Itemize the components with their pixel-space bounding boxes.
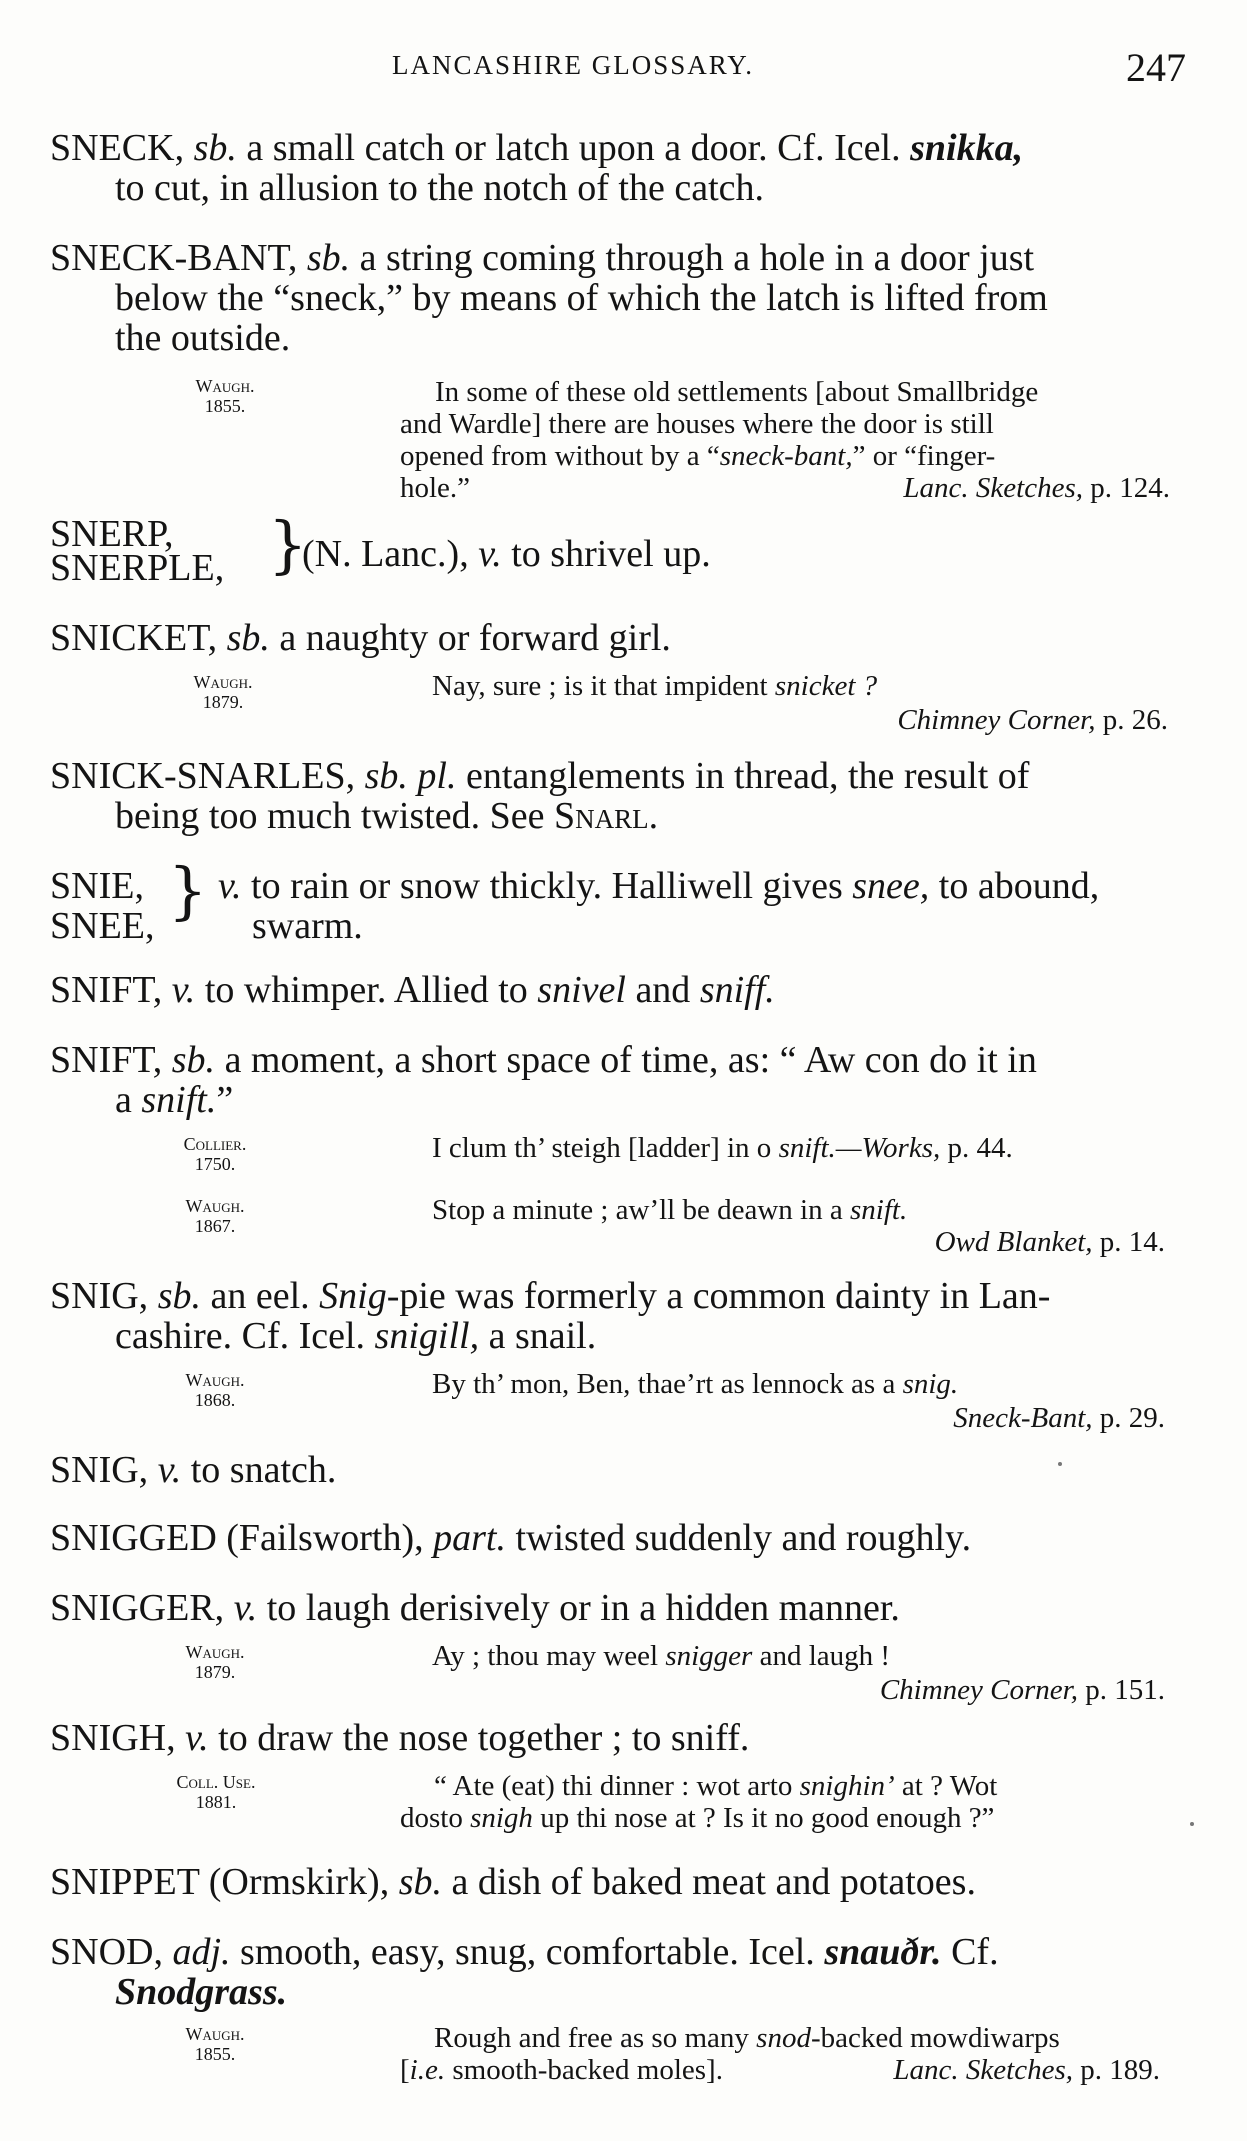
part-of-speech: sb.	[157, 1275, 201, 1317]
definition: smooth, easy, snug, comfortable. Icel.	[230, 1931, 825, 1973]
cross-reference: Snarl.	[554, 795, 659, 837]
entry-sneck-bant	[50, 238, 1200, 358]
definition-text: a snail.	[479, 1315, 597, 1357]
part-of-speech: v.	[171, 969, 196, 1011]
quotation-line	[400, 1770, 1200, 1802]
definition-continued: swarm.	[252, 905, 363, 947]
definition-text: cashire. Cf. Icel.	[115, 1315, 375, 1357]
quotation-line	[400, 2054, 1200, 2086]
source-year: 1855.	[204, 396, 246, 416]
source-author: Waugh.	[185, 1642, 245, 1662]
quotation-line: In some of these old settlements [about Smallbridge	[435, 376, 1039, 408]
source-year: 1879.	[194, 1662, 236, 1682]
quotation	[432, 670, 1132, 702]
example-word: Snig	[319, 1275, 387, 1317]
quotation-line	[400, 2022, 1200, 2054]
headword: SNOD,	[50, 1931, 163, 1973]
source-author: Collier.	[183, 1134, 247, 1154]
entry-snigged	[50, 1518, 1200, 1558]
headword: SNEE,	[50, 905, 155, 947]
quotation-text: Ay ; thou may weel	[432, 1640, 666, 1672]
region: (N. Lanc.),	[302, 533, 479, 575]
page-number: 247	[1126, 45, 1186, 90]
quote-source	[160, 2024, 270, 2064]
quotation-text: and laugh !	[752, 1640, 891, 1672]
quote-source	[160, 1370, 270, 1410]
source-year: 1868.	[194, 1390, 236, 1410]
quotation-keyword: snigger	[665, 1640, 753, 1672]
citation-page: p. 14.	[1092, 1226, 1165, 1258]
quotation-text: Rough and free as so many	[434, 2022, 757, 2054]
quote-source	[170, 376, 280, 416]
etymology-word: snikka,	[910, 127, 1024, 169]
citation-page: p. 189.	[1073, 2054, 1160, 2086]
quotation-text: hole.”	[400, 472, 471, 504]
headword: SNECK,	[50, 127, 185, 169]
definition: and	[625, 969, 700, 1011]
part-of-speech: v.	[157, 1449, 182, 1491]
part-of-speech: sb.	[398, 1861, 442, 1903]
citation-page: p. 29.	[1092, 1402, 1165, 1434]
part-of-speech: sb.	[226, 617, 270, 659]
quotation-text: -backed mowdiwarps	[810, 2022, 1060, 2054]
quote-source	[152, 1772, 280, 1812]
source-author: Waugh.	[193, 672, 253, 692]
quotation	[432, 1132, 1212, 1164]
entry-sneck	[50, 128, 1200, 208]
source-author: Waugh.	[185, 1196, 245, 1216]
part-of-speech: v.	[218, 865, 242, 907]
entry-snift-verb	[50, 970, 1200, 1010]
source-year: 1855.	[194, 2044, 236, 2064]
quotation	[400, 376, 1200, 504]
entry-snippet	[50, 1862, 1200, 1902]
definition-continued: below the “sneck,” by means of which the latch is lifted from	[115, 277, 1048, 319]
quote-source	[160, 1134, 270, 1174]
definition-continued: the outside.	[115, 317, 291, 359]
quotation-keyword: snod	[756, 2022, 811, 2054]
quotation-text: By th’ mon, Ben, thae’rt as lennock as a	[432, 1368, 903, 1400]
quotation-text: [	[400, 2054, 410, 2086]
source-year: 1881.	[195, 1792, 237, 1812]
source-year: 1867.	[194, 1216, 236, 1236]
headword: SNIG,	[50, 1449, 149, 1491]
quote-source	[160, 1196, 270, 1236]
definition: -pie was formerly a common dainty in Lan-	[386, 1275, 1051, 1317]
citation	[893, 2054, 1160, 2086]
headword: SNIFT,	[50, 969, 163, 1011]
quotation-text: at ? Wot	[894, 1770, 998, 1802]
related-word: sniff.	[699, 969, 775, 1011]
quote-source	[168, 672, 278, 712]
definition: to abound,	[929, 865, 1100, 907]
definition: a small catch or latch upon a door. Cf. Icel.	[236, 127, 911, 169]
headword: SNICK-SNARLES,	[50, 755, 356, 797]
quotation-line	[400, 1802, 1200, 1834]
quotation	[432, 1368, 1132, 1400]
quotation-line: and Wardle] there are houses where the door is still	[400, 408, 994, 440]
running-header-title: LANCASHIRE GLOSSARY.	[392, 50, 755, 80]
definition-continued	[50, 1316, 1200, 1356]
headword: SNIPPET (Ormskirk),	[50, 1861, 399, 1903]
headword: SNIFT,	[50, 1039, 163, 1081]
etymology-word: snee,	[852, 865, 930, 907]
related-word: snivel	[537, 969, 626, 1011]
quotation-text: opened from without by a “	[400, 440, 720, 472]
quotation-text: ” or “finger-	[852, 440, 996, 472]
print-speck	[1190, 1822, 1194, 1826]
entry-snigh	[50, 1718, 1200, 1758]
headword: SNIGGED (Failsworth),	[50, 1517, 434, 1559]
quotation	[400, 2022, 1200, 2086]
definition-text: being too much twisted. See	[115, 795, 555, 837]
definition-continued	[50, 796, 1200, 836]
definition: a string coming through a hole in a door just	[350, 237, 1035, 279]
source-author: Waugh.	[185, 2024, 245, 2044]
quote-source	[160, 1642, 270, 1682]
citation-title: Chimney Corner,	[897, 704, 1096, 736]
entry-snig-noun	[50, 1276, 1200, 1356]
source-author: Coll. Use.	[176, 1772, 256, 1792]
headword: SNIGGER,	[50, 1587, 225, 1629]
definition-continued	[50, 1080, 1200, 1120]
quotation-text: dosto	[400, 1802, 471, 1834]
quotation-keyword: snigh	[470, 1802, 533, 1834]
quotation-text: “ Ate (eat) thi dinner : wot arto	[434, 1770, 800, 1802]
source-year: 1750.	[194, 1154, 236, 1174]
definition-text: ”	[216, 1079, 234, 1121]
citation-page: p. 26.	[1095, 704, 1168, 736]
entry-snie-definition	[218, 866, 1208, 946]
quotation-line	[400, 440, 1200, 472]
citation-page: p. 124.	[1083, 472, 1170, 504]
part-of-speech: adj.	[172, 1931, 231, 1973]
quotation-keyword: sneck-bant,	[719, 440, 853, 472]
quotation	[432, 1640, 1132, 1672]
headword: SNERP,	[50, 513, 174, 555]
source-author: Waugh.	[185, 1370, 245, 1390]
part-of-speech: sb.	[171, 1039, 216, 1081]
part-of-speech: part.	[433, 1517, 506, 1559]
quotation-text: Nay, sure ; is it that impident	[432, 670, 775, 702]
entry-snerp-definition	[302, 534, 1102, 574]
definition: twisted suddenly and roughly.	[506, 1517, 972, 1559]
definition-text: a	[115, 1079, 142, 1121]
etymology-word: snigill,	[374, 1315, 480, 1357]
part-of-speech: v.	[185, 1717, 209, 1759]
citation	[600, 1226, 1165, 1258]
brace: }	[168, 854, 208, 927]
definition: to rain or snow thickly. Halliwell gives	[241, 865, 853, 907]
quotation-keyword: snig.	[902, 1368, 959, 1400]
quotation	[400, 1770, 1200, 1834]
citation-title: Chimney Corner,	[879, 1674, 1078, 1706]
definition: to shrivel up.	[501, 533, 711, 575]
citation-page: p. 151.	[1078, 1674, 1165, 1706]
headword: SNIGH,	[50, 1717, 176, 1759]
definition: to snatch.	[181, 1449, 337, 1491]
part-of-speech: v.	[478, 533, 502, 575]
quotation-keyword: snighin’	[799, 1770, 895, 1802]
citation-title: Sneck-Bant,	[953, 1402, 1093, 1434]
quotation-keyword: snicket ?	[774, 670, 878, 702]
definition-continued: to cut, in allusion to the notch of the catch.	[115, 167, 765, 209]
source-author: Waugh.	[195, 376, 255, 396]
quotation	[432, 1194, 1132, 1226]
entry-snigger	[50, 1588, 1200, 1628]
entry-snick-snarles	[50, 756, 1200, 836]
quotation-keyword: snift.	[849, 1194, 908, 1226]
citation-title: Owd Blanket,	[934, 1226, 1093, 1258]
citation	[903, 472, 1170, 504]
entry-snig-verb	[50, 1450, 1200, 1490]
part-of-speech: sb. pl.	[364, 755, 457, 797]
definition: a dish of baked meat and potatoes.	[442, 1861, 976, 1903]
citation	[600, 704, 1168, 736]
part-of-speech: sb.	[193, 127, 237, 169]
citation-page: p. 44.	[940, 1132, 1013, 1164]
part-of-speech: v.	[233, 1587, 258, 1629]
quotation-text: up thi nose at ? Is it no good enough ?”	[532, 1802, 995, 1834]
etymology-word: snauðr.	[824, 1931, 942, 1973]
example-word: snift.	[141, 1079, 217, 1121]
cross-reference: Snodgrass.	[115, 1971, 288, 2013]
definition: to draw the nose together ; to sniff.	[208, 1717, 750, 1759]
definition: to whimper. Allied to	[195, 969, 538, 1011]
quotation-text: Stop a minute ; aw’ll be deawn in a	[432, 1194, 850, 1226]
definition: entanglements in thread, the result of	[456, 755, 1030, 797]
quotation-text: I clum th’ steigh [ladder] in o	[432, 1132, 779, 1164]
headword: SNICKET,	[50, 617, 218, 659]
entry-snift-noun	[50, 1040, 1200, 1120]
quotation-text: smooth-backed moles].	[445, 2054, 723, 2086]
brace: }	[268, 508, 308, 581]
quotation-keyword: i.e.	[409, 2054, 446, 2086]
quotation-keyword: snift.—Works,	[778, 1132, 941, 1164]
citation	[600, 1402, 1165, 1434]
entry-snicket	[50, 618, 1200, 658]
citation-title: Lanc. Sketches,	[893, 2054, 1073, 2086]
definition: a moment, a short space of time, as: “ Aw con do it in	[215, 1039, 1037, 1081]
quotation-line	[400, 472, 1200, 504]
headword: SNECK-BANT,	[50, 237, 298, 279]
definition: a naughty or forward girl.	[269, 617, 671, 659]
entry-snod	[50, 1932, 1200, 2012]
citation-title: Lanc. Sketches,	[903, 472, 1083, 504]
headword: SNIE,	[50, 865, 144, 907]
definition: Cf.	[941, 1931, 999, 1973]
part-of-speech: sb.	[306, 237, 351, 279]
headword: SNERPLE,	[50, 547, 225, 589]
definition: an eel.	[200, 1275, 320, 1317]
source-year: 1879.	[202, 692, 244, 712]
definition: to laugh derisively or in a hidden manner.	[257, 1587, 900, 1629]
headword: SNIG,	[50, 1275, 149, 1317]
citation	[600, 1674, 1165, 1706]
